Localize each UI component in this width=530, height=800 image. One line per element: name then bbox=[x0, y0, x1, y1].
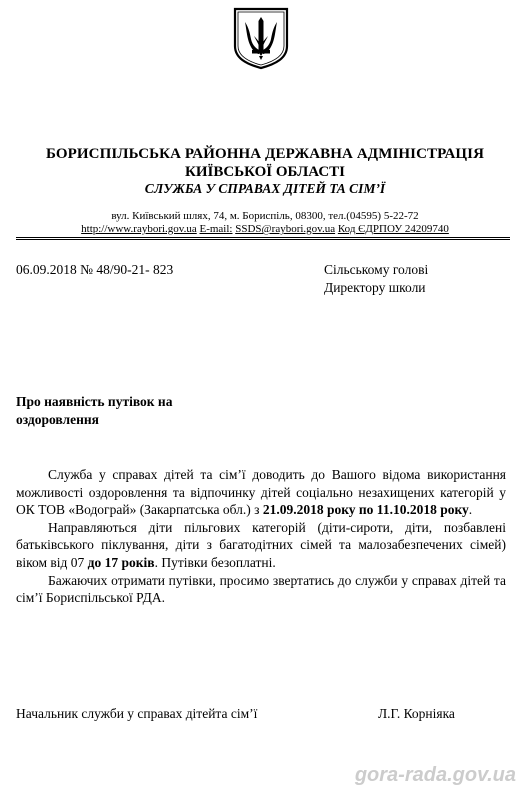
addressee-line-2: Директору школи bbox=[324, 280, 426, 295]
age-limit: до 17 років bbox=[87, 554, 155, 570]
letter-number: 48/90-21- 823 bbox=[96, 262, 174, 277]
tryzub-coat-of-arms-icon bbox=[232, 6, 290, 70]
letter-body bbox=[16, 466, 506, 607]
registration-line bbox=[16, 262, 173, 278]
postal-address: вул. Київський шлях, 74, м. Бориспіль, 08300, тел.(04595) 5-22-72 bbox=[111, 210, 419, 222]
header-divider bbox=[16, 237, 510, 240]
addressee-line-1: Сільському голові bbox=[324, 262, 429, 277]
email-link[interactable]: SSDS@raybori.gov.ua bbox=[235, 223, 336, 235]
body-paragraph-2-text: Направляються діти пільгових категорій (діти-сироти, діти, позбавлені батьківського піклування, діти з багатодітних сімей та малозабезпечених сімей) віком від 07 bbox=[16, 519, 506, 570]
signatory-position: Начальник служби у справах дітейта сім’ї bbox=[16, 706, 258, 721]
body-paragraph-1 bbox=[16, 466, 506, 519]
email-label: E-mail: bbox=[199, 223, 233, 235]
body-paragraph-2 bbox=[16, 519, 506, 572]
contacts-line bbox=[0, 223, 530, 235]
letter-date: 06.09.2018 bbox=[16, 262, 77, 277]
site-watermark: gora-rada.gov.ua bbox=[354, 764, 516, 786]
body-paragraph-1-end: . bbox=[468, 502, 473, 518]
letter-subject: Про наявність путівок на оздоровлення bbox=[16, 394, 173, 427]
edrpou-code: Код ЄДРПОУ 24209740 bbox=[337, 223, 449, 235]
org-title: БОРИСПІЛЬСЬКА РАЙОННА ДЕРЖАВНА АДМІНІСТРАЦІЯ bbox=[45, 146, 485, 162]
org-region: КИЇВСЬКОЇ ОБЛАСТІ bbox=[184, 164, 346, 180]
body-paragraph-3: Бажаючих отримати путівки, просимо звертатись до служби у справах дітей та сім’ї Бориспільської РДА. bbox=[16, 572, 506, 606]
camp-dates: 21.09.2018 року по 11.10.2018 року bbox=[262, 502, 469, 518]
body-paragraph-2-end: . Путівки безоплатні. bbox=[154, 554, 276, 570]
number-sign: № bbox=[80, 262, 94, 277]
signatory-name: Л.Г. Корніяка bbox=[378, 706, 455, 721]
website-link[interactable]: http://www.raybori.gov.ua bbox=[81, 223, 197, 235]
org-department: СЛУЖБА У СПРАВАХ ДІТЕЙ ТА СІМ’Ї bbox=[144, 181, 386, 196]
body-paragraph-1-text: Служба у справах дітей та сім’ї доводить до Вашого відома використання можливості оздоровлення та відпочинку дітей соціально незахищених категорій у ОК ТОВ «Водограй» (Закарпатська обл.) з bbox=[16, 467, 506, 518]
